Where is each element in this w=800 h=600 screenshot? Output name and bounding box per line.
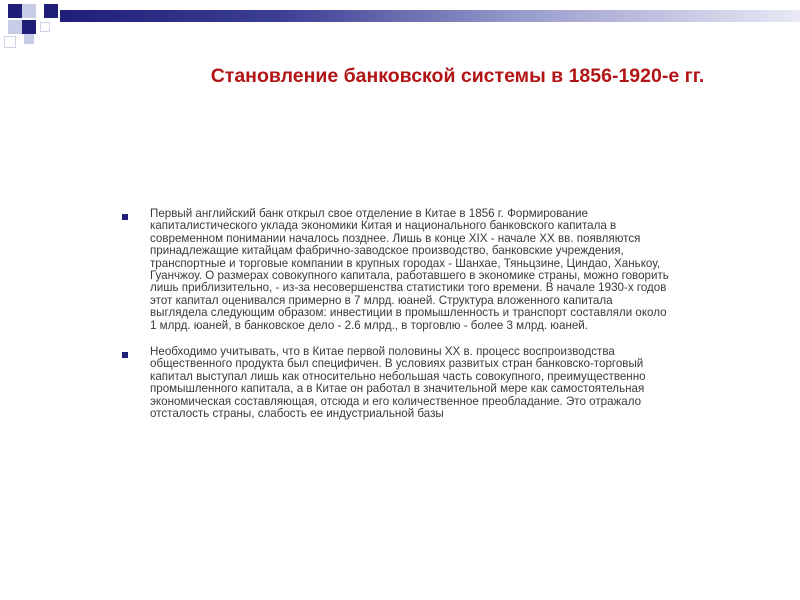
text-line: современном понимании началось позднее. Лишь в конце XIX - начале XX вв. появляются: [150, 231, 641, 245]
header-band: [60, 10, 800, 22]
text-line: общественного продукта был специфичен. В условиях развитых стран банковско-торговый: [150, 357, 644, 371]
decor-square: [8, 20, 22, 34]
text-line: промышленного капитала, а в Китае он работал в значительной мере как самостоятельная: [150, 382, 645, 396]
square-bullet-icon: [122, 352, 128, 358]
decor-square: [24, 34, 34, 44]
text-line: отсталость страны, слабость ее индустриальной базы: [150, 407, 444, 421]
decor-square: [22, 4, 36, 18]
text-line: Необходимо учитывать, что в Китае первой половины XX в. процесс воспроизводства: [150, 345, 615, 359]
text-line: экономическая составляющая, отсюда и его количественное преобладание. Это отражало: [150, 394, 642, 408]
decor-square: [44, 4, 58, 18]
text-line: этот капитал оценивался примерно в 7 млрд. юаней. Структура вложенного капитала: [150, 293, 613, 307]
text-line: Гуанчжоу. О размерах совокупного капитала, работавшего в экономике страны, можно говорить: [150, 269, 669, 283]
square-bullet-icon: [122, 214, 128, 220]
decor-square: [4, 36, 16, 48]
text-line: 1 млрд. юаней, в банковское дело - 2.6 млрд., в торговлю - более 3 млрд. юаней.: [150, 318, 588, 332]
bullet-item: [120, 346, 760, 420]
text-line: Первый английский банк открыл свое отделение в Китае в 1856 г. Формирование: [150, 207, 588, 220]
bullet-item: [120, 208, 760, 332]
decor-square: [40, 22, 50, 32]
text-line: капиталистического уклада экономики Китая и национального банковского капитала в: [150, 219, 617, 233]
text-line: капитал выступал лишь как относительно небольшая часть совокупного, преимущественно: [150, 369, 646, 383]
text-line: транспортные и торговые компании в крупных городах - Шанхае, Тяньцзине, Циндао, Ханькоу,: [150, 256, 661, 270]
text-line: лишь приблизительно, - из-за несовершенства статистики того времени. В начале 1930-х годов: [150, 281, 667, 295]
text-line: принадлежащие китайцам фабрично-заводское производство, банковские учреждения,: [150, 244, 624, 258]
slide-title: Становление банковской системы в 1856-1920-е гг.: [210, 65, 705, 87]
decor-square: [22, 20, 36, 34]
slide-content: [120, 208, 760, 435]
decor-square: [8, 4, 22, 18]
text-line: выглядела следующим образом: инвестиции в промышленность и транспорт составляли около: [150, 306, 667, 320]
